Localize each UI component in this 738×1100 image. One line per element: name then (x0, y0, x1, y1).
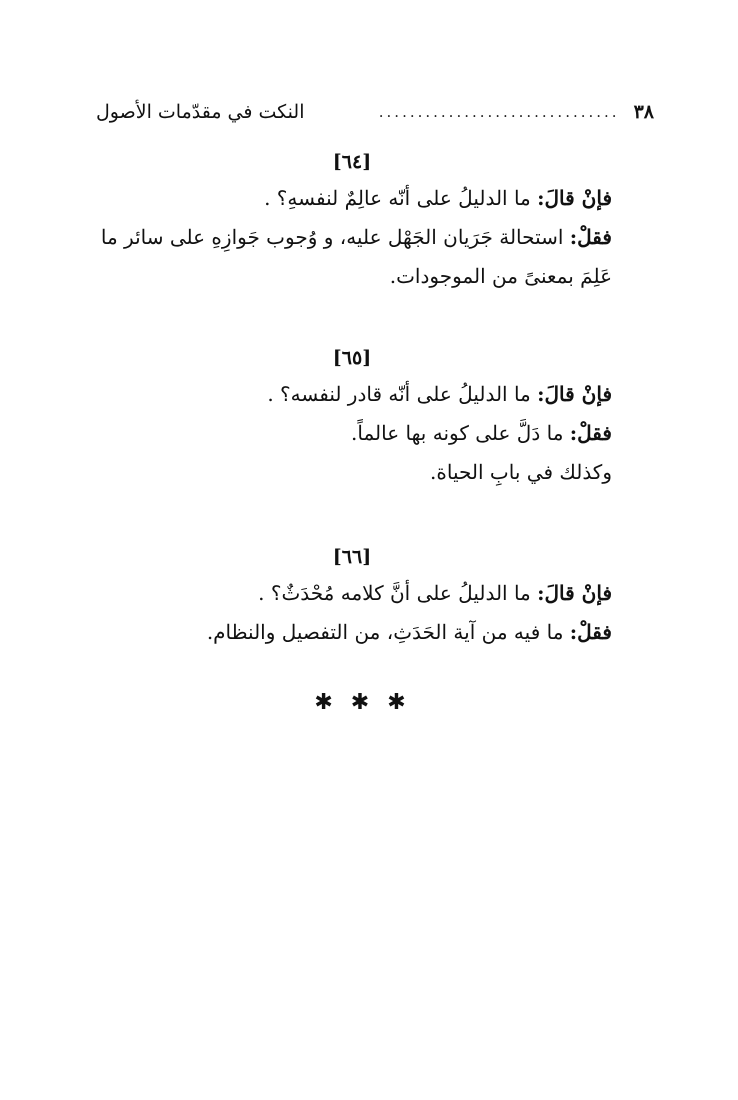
question-paragraph (92, 574, 612, 613)
question-paragraph (92, 179, 612, 218)
section-number: [٦٤] (332, 151, 372, 173)
question-text: ما الدليلُ على أنّه قادر لنفسه؟ . (267, 382, 538, 406)
section-number: [٦٥] (332, 347, 372, 369)
answer-lead: فقلْ: (569, 620, 612, 644)
answer-text: ما دَلَّ على كونه بها عالماً. (351, 421, 570, 445)
leader-dots: ............................... (378, 103, 620, 121)
answer-text: استحالة جَرَيان الجَهْل عليه، و وُجوب جَوازِهِ على سائر ما عَلِمَ بمعنىً من الموجودات. (100, 225, 612, 288)
asterism-ornament: ✱✱✱ (314, 690, 424, 715)
question-paragraph (92, 375, 612, 414)
question-lead: فإنْ قالَ: (537, 382, 612, 406)
answer-paragraph (92, 613, 612, 652)
section-number: [٦٦] (332, 546, 372, 568)
answer-paragraph (92, 414, 612, 453)
section-66 (92, 540, 612, 652)
section-64 (92, 145, 612, 296)
question-text: ما الدليلُ على أنّه عالِمٌ لنفسهِ؟ . (264, 186, 538, 210)
running-header (96, 96, 654, 128)
question-lead: فإنْ قالَ: (537, 186, 612, 210)
extra-paragraph: وكذلك في بابِ الحياة. (430, 460, 612, 484)
question-lead: فإنْ قالَ: (537, 581, 612, 605)
answer-paragraph (92, 218, 612, 296)
page-number: ٣٨ (633, 101, 654, 123)
answer-text: ما فيه من آية الحَدَثِ، من التفصيل والنظام. (206, 620, 570, 644)
question-text: ما الدليلُ على أنَّ كلامه مُحْدَثٌ؟ . (258, 581, 538, 605)
answer-lead: فقلْ: (569, 421, 612, 445)
answer-lead: فقلْ: (569, 225, 612, 249)
section-65 (92, 341, 612, 492)
running-title: النكت في مقدّمات الأصول (96, 101, 305, 123)
